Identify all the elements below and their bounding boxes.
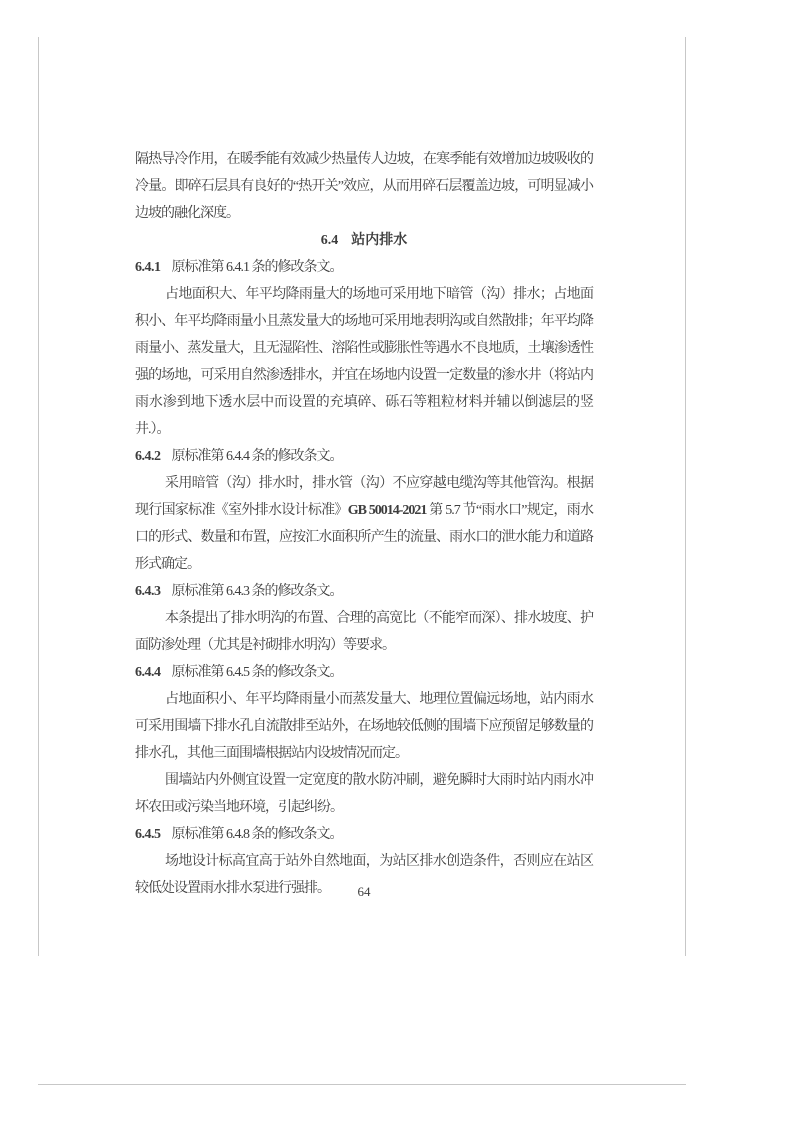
clause-heading-text: 原标准第 6.4.1 条的修改条文。 (171, 260, 343, 275)
clause-6-4-5-paragraph: 场地设计标高宜高于站外自然地面，为站区排水创造条件，否则应在站区较低处设置雨水排水泵进行强排。 (135, 854, 593, 896)
clause-number: 6.4.1 (135, 260, 161, 275)
clause-head-6-4-2 (135, 443, 593, 470)
clause-6-4-4-paragraph-1: 占地面积小、年平均降雨量小而蒸发量大、地理位置偏远场地，站内雨水可采用围墙下排水孔自流散排至站外，在场地较低侧的围墙下应预留足够数量的排水孔，其他三面围墙根据站内设坡情况而定。 (135, 692, 593, 761)
section-number: 6.4 (320, 233, 339, 248)
clause-heading-text: 原标准第 6.4.4 条的修改条文。 (171, 449, 343, 464)
clause-6-4-2-text-post: 第 5.7 节“雨水口”规定，雨水口的形式、数量和布置，应按汇水面积所产生的流量、雨水口的泄水能力和道路形式确定。 (135, 503, 593, 572)
clause-number: 6.4.2 (135, 449, 161, 464)
clause-6-4-3-paragraph: 本条提出了排水明沟的布置、合理的高宽比（不能窄而深）、排水坡度、护面防渗处理（尤其是衬砌排水明沟）等要求。 (135, 611, 593, 653)
clause-number: 6.4.4 (135, 665, 161, 680)
clause-heading-text: 原标准第 6.4.8 条的修改条文。 (171, 827, 343, 842)
clause-heading-text: 原标准第 6.4.3 条的修改条文。 (171, 584, 343, 599)
clause-6-4-2-paragraph (135, 470, 593, 578)
clause-head-6-4-1 (135, 254, 593, 281)
section-title: 站内排水 (351, 233, 408, 248)
clause-number: 6.4.3 (135, 584, 161, 599)
page-border-bottom (38, 1084, 686, 1085)
clause-6-4-4-paragraph-2: 围墙站内外侧宜设置一定宽度的散水防冲刷，避免瞬时大雨时站内雨水冲坏农田或污染当地环境，引起纠纷。 (135, 773, 593, 815)
clause-number: 6.4.5 (135, 827, 161, 842)
page-number: 64 (357, 884, 371, 899)
text-column (135, 146, 593, 902)
clause-6-4-2-text-pre: 采用暗管（沟）排水时，排水管（沟）不应穿越电缆沟等其他管沟。根据现行国家标准《室外排水设计标准》 (135, 476, 593, 518)
standard-code: GB 50014-2021 (347, 503, 427, 518)
page-border-right (685, 37, 686, 956)
continued-paragraph: 隔热导冷作用，在暖季能有效减少热量传人边坡，在寒季能有效增加边坡吸收的冷量。即碎石层具有良好的“热开关”效应，从而用碎石层覆盖边坡，可明显减小边坡的融化深度。 (135, 152, 593, 221)
clause-heading-text: 原标准第 6.4.5 条的修改条文。 (171, 665, 343, 680)
clause-head-6-4-4 (135, 659, 593, 686)
page-border-left (38, 37, 39, 956)
clause-head-6-4-3 (135, 578, 593, 605)
section-heading (135, 227, 593, 254)
clause-6-4-1-paragraph: 占地面积大、年平均降雨量大的场地可采用地下暗管（沟）排水；占地面积小、年平均降雨量小且蒸发量大的场地可采用地表明沟或自然散排；年平均降雨量小、蒸发量大，且无湿陷性、溶陷性或膨胀性等遇水不良地质，土壤渗透性强的场地，可采用自然渗透排水，并宜在场地内设置一定数量的渗水井（将站内雨水渗到地下透水层中而设置的充填碎、砾石等粗粒材料并辅以倒滤层的竖井.）。 (135, 287, 593, 437)
clause-head-6-4-5 (135, 821, 593, 848)
